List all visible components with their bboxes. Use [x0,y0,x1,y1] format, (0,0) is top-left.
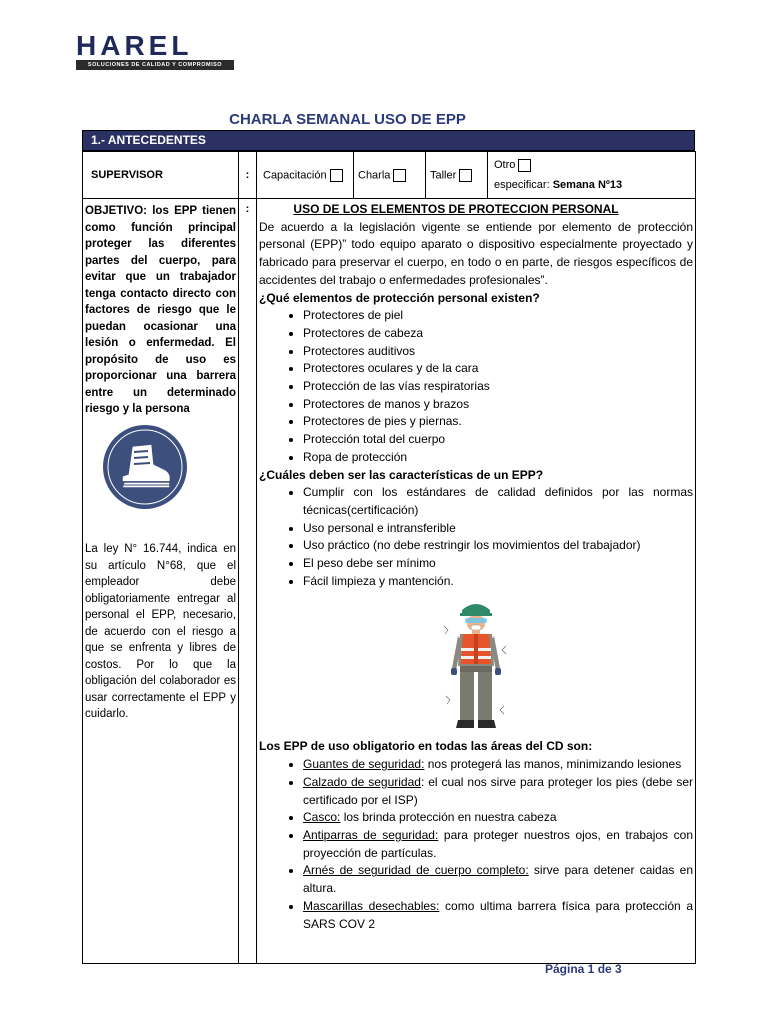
list-item: • Ropa de protección [303,449,695,467]
list-item: • Uso personal e intransferible [303,520,695,538]
list-item: • Protección de las vías respiratorias [303,378,695,396]
list-item: • Cumplir con los estándares de calidad definidos por las normas técnicas(certificación) [303,484,695,519]
charla-checkbox[interactable] [393,169,406,182]
left-column [83,199,239,964]
item-desc: sirve para detener caidas en altura. [303,863,693,896]
list-item: • Protectores de piel [303,307,695,325]
capacitacion-label: Capacitación [263,168,327,181]
item-desc: : el cual nos sirve para proteger los pies (debe ser certificado por el ISP) [303,774,694,807]
form-frame [82,130,695,964]
ley-text: La ley N° 16.744, indica en su artículo N°68, que el empleador debe obligatoriamente entregar al personal el EPP, necesario, de acuerdo con el riesgo a que se enfrenta y libres de costos. Por lo que la obligación del colaborador es usar correctamente el EPP y cuidarlo. [85,543,236,720]
otro-option[interactable] [488,152,696,199]
list-item: • Protectores auditivos [303,343,695,361]
item-desc: para proteger nuestros ojos, en trabajos con proyección de partículas. [303,827,694,860]
intro-paragraph: De acuerdo a la legislación vigente se entiende por elemento de protección personal (EPP)” todo equipo aparato o dispositivo especialmente proyectado y fabricado para preservar el cuerpo, en todo o en parte, de riesgos específicos de accidentes del trabajo o enfermedades profesionales”. [259,219,693,287]
list-item: • Protectores de pies y piernas. [303,413,695,431]
page-number: Página 1 de 3 [545,962,622,976]
section-header: 1.- ANTECEDENTES [82,130,695,151]
list-item [303,827,695,862]
list-item [303,809,695,827]
question-1: ¿Qué elementos de protección personal existen? [259,290,540,305]
capacitacion-checkbox[interactable] [330,169,343,182]
item-term: Casco: [303,810,341,825]
epp-characteristics-list [257,484,695,590]
antecedentes-table [82,151,696,964]
supervisor-row [83,152,696,199]
logo-letters: HAREL [76,30,193,61]
item-term: Calzado de seguridad [303,774,421,789]
item-term: Arnés de seguridad de cuerpo completo: [303,863,529,878]
supervisor-label: SUPERVISOR [83,152,239,199]
list-item: • El peso debe ser mínimo [303,555,695,573]
otro-checkbox[interactable] [518,159,531,172]
safety-boot-icon [53,424,236,516]
item-desc: los brinda protección en nuestra cabeza [340,810,557,825]
content-row [83,199,696,964]
list-item [303,862,695,897]
epp-types-list [257,307,695,466]
mandatory-epp-list [257,756,695,933]
item-desc: como ultima barrera física para protección a SARS COV 2 [303,898,693,931]
section-heading: USO DE LOS ELEMENTOS DE PROTECCION PERSONAL [293,202,619,216]
semana-value: Semana Nº13 [552,179,623,191]
objetivo-text: OBJETIVO: los EPP tienen como función principal proteger las diferentes partes del cuerpo, para evitar que un trabajador tenga contacto directo con factores de riesgo que le puedan ocasionar una lesión o enfermedad. El propósito de uso es proporcionar una barrera entre un determinado riesgo y la persona [85,205,236,415]
taller-option[interactable] [426,152,488,199]
taller-label: Taller [430,168,457,181]
list-item [303,756,695,774]
list-item: • Fácil limpieza y mantención. [303,573,695,591]
item-term: Antiparras de seguridad: [303,827,439,842]
list-item [303,898,695,933]
colon: : [239,152,257,199]
logo-tagline: SOLUCIONES DE CALIDAD Y COMPROMISO [76,60,234,70]
otro-label: Otro [494,159,516,171]
item-term: Mascarillas desechables: [303,898,440,913]
worker-illustration [257,596,695,736]
charla-label: Charla [358,168,391,181]
item-term: Guantes de seguridad: [303,757,425,772]
list-item: • Protectores de cabeza [303,325,695,343]
document-title: CHARLA SEMANAL USO DE EPP [229,111,466,128]
charla-option[interactable] [354,152,426,199]
list-item [303,774,695,809]
item-desc: nos protegerá las manos, minimizando lesiones [424,757,682,772]
taller-checkbox[interactable] [459,169,472,182]
list-item: • Uso práctico (no debe restringir los movimientos del trabajador) [303,537,695,555]
question-2: ¿Cuáles deben ser las características de un EPP? [259,467,544,482]
list-item: • Protectores oculares y de la cara [303,360,695,378]
right-column [257,199,696,964]
company-logo [76,30,234,72]
capacitacion-option[interactable] [257,152,354,199]
colon-2: : [239,199,257,964]
list-item: • Protección total del cuerpo [303,431,695,449]
question-3: Los EPP de uso obligatorio en todas las áreas del CD son: [259,739,593,754]
especificar-label: especificar: [494,179,550,191]
list-item: • Protectores de manos y brazos [303,396,695,414]
